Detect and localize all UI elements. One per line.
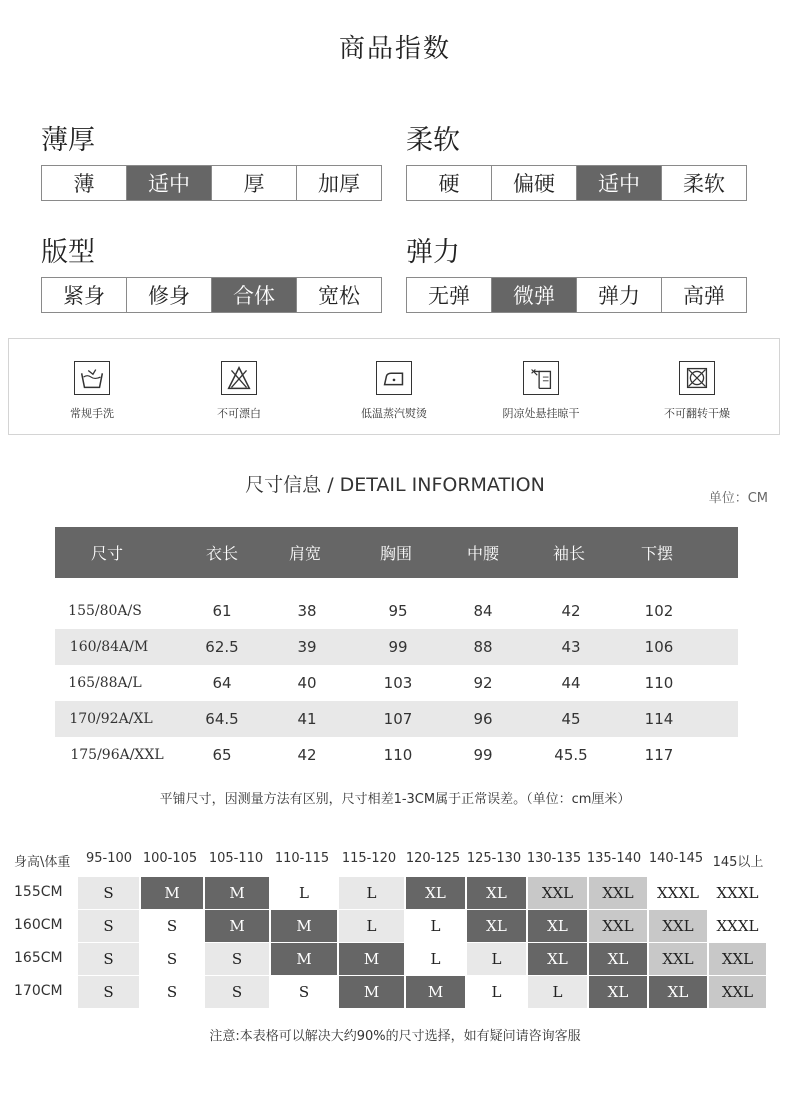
size-cell: M (339, 976, 404, 1008)
header-cell: 下摆 (640, 544, 674, 563)
table-cell: 165/88A/L (68, 675, 142, 691)
scale-option: 厚 (211, 166, 296, 200)
table-cell: 102 (644, 602, 674, 620)
weight-header: 145以上 (712, 855, 764, 870)
size-cell: XL (649, 976, 707, 1008)
size-cell: XXL (709, 943, 766, 975)
size-cell: M (406, 976, 465, 1008)
table-cell: 41 (297, 710, 317, 728)
table-cell: 117 (644, 746, 674, 764)
table-cell: 96 (473, 710, 493, 728)
care-instructions (8, 338, 780, 435)
scale-elasticity (406, 277, 747, 313)
height-label: 165CM (14, 950, 63, 966)
scale-option-selected: 微弹 (491, 278, 576, 312)
size-cell: XL (467, 877, 526, 909)
size-cell: XXL (649, 910, 707, 942)
table-cell: 42 (297, 746, 317, 764)
table-cell: 99 (388, 638, 408, 656)
table-cell: 65 (212, 746, 232, 764)
care-item (637, 361, 757, 421)
size-cell: S (205, 976, 269, 1008)
size-cell: XL (528, 910, 587, 942)
size-cell: M (339, 943, 404, 975)
weight-header: 115-120 (341, 851, 397, 866)
weight-header: 110-115 (274, 851, 330, 866)
header-cell: 胸围 (379, 544, 413, 563)
weight-header: 120-125 (405, 851, 461, 866)
table-cell: 110 (644, 674, 674, 692)
care-label: 不可翻转干燥 (664, 407, 730, 420)
table-cell: 110 (383, 746, 413, 764)
scale-thickness (41, 165, 382, 201)
scale-fit (41, 277, 382, 313)
table-cell: 42 (561, 602, 581, 620)
height-label: 160CM (14, 917, 63, 933)
hw-corner-label: 身高\体重 (14, 855, 71, 870)
table-cell: 64.5 (205, 710, 239, 728)
scale-option-selected: 合体 (211, 278, 296, 312)
table-cell: 106 (644, 638, 674, 656)
size-cell: S (78, 877, 139, 909)
scale-option: 弹力 (576, 278, 661, 312)
table-cell: 64 (212, 674, 232, 692)
table-cell: 45 (561, 710, 581, 728)
weight-header: 135-140 (586, 851, 642, 866)
index-thickness (41, 118, 382, 201)
header-cell: 袖长 (552, 544, 586, 563)
index-title: 版型 (41, 237, 95, 268)
table-row (55, 665, 738, 701)
no-bleach-icon (221, 361, 257, 395)
size-cell: XL (467, 910, 526, 942)
table-cell: 95 (388, 602, 408, 620)
table-cell: 44 (561, 674, 581, 692)
table-cell: 61 (212, 602, 232, 620)
scale-option-selected: 适中 (576, 166, 661, 200)
hand-wash-icon (74, 361, 110, 395)
table-cell: 43 (561, 638, 581, 656)
weight-header: 100-105 (142, 851, 198, 866)
care-label: 低温蒸汽熨烫 (361, 407, 427, 420)
size-cell: M (141, 877, 203, 909)
weight-header: 130-135 (526, 851, 582, 866)
care-item (334, 361, 454, 421)
header-cell: 尺寸 (90, 544, 124, 563)
size-table-header (55, 527, 738, 578)
scale-option: 高弹 (661, 278, 746, 312)
scale-option: 柔软 (661, 166, 746, 200)
table-cell: 175/96A/XXL (70, 747, 164, 763)
detail-title: 尺寸信息 / DETAIL INFORMATION (245, 474, 545, 496)
size-cell: L (467, 976, 526, 1008)
size-cell: S (141, 976, 203, 1008)
size-cell: XXL (649, 943, 707, 975)
size-cell: XL (528, 943, 587, 975)
size-cell: M (205, 877, 269, 909)
table-cell: 103 (383, 674, 413, 692)
size-advice-note: 注意:本表格可以解决大约90%的尺寸选择，如有疑问请咨询客服 (209, 1029, 581, 1044)
size-cell: L (339, 877, 404, 909)
size-cell: M (271, 943, 337, 975)
height-label: 155CM (14, 884, 63, 900)
index-softness (406, 118, 747, 201)
size-cell: L (467, 943, 526, 975)
table-cell: 107 (383, 710, 413, 728)
header-cell: 衣长 (205, 544, 239, 563)
no-tumble-dry-icon (679, 361, 715, 395)
scale-option: 硬 (438, 172, 460, 196)
unit-label: 单位：CM (708, 491, 768, 506)
size-cell: XXXL (649, 877, 707, 909)
table-cell: 38 (297, 602, 317, 620)
care-label: 常规手洗 (70, 407, 114, 420)
table-row (55, 701, 738, 737)
scale-option-selected: 适中 (126, 166, 211, 200)
size-cell: S (141, 943, 203, 975)
size-cell: S (78, 910, 139, 942)
size-cell: XXXL (709, 910, 766, 942)
table-cell: 170/92A/XL (69, 711, 153, 727)
size-cell: XXL (589, 910, 647, 942)
table-cell: 84 (473, 602, 493, 620)
size-cell: M (205, 910, 269, 942)
height-label: 170CM (14, 983, 63, 999)
table-cell: 160/84A/M (69, 639, 149, 655)
weight-header: 95-100 (85, 851, 133, 866)
measurement-note: 平铺尺寸，因测量方法有区别，尺寸相差1-3CM属于正常误差。（单位：cm厘米） (159, 792, 631, 807)
table-cell: 39 (297, 638, 317, 656)
size-cell: S (141, 910, 203, 942)
size-cell: S (78, 943, 139, 975)
table-cell: 62.5 (205, 638, 239, 656)
table-cell: 114 (644, 710, 674, 728)
size-cell: XXL (709, 976, 766, 1008)
size-cell: XL (406, 877, 465, 909)
care-item (179, 361, 299, 421)
size-cell: XL (589, 976, 647, 1008)
table-cell: 88 (473, 638, 493, 656)
size-cell: XXL (528, 877, 587, 909)
index-title: 薄厚 (41, 125, 95, 156)
page-title: 商品指数 (338, 34, 451, 64)
size-cell: L (406, 910, 465, 942)
index-title: 柔软 (406, 125, 460, 156)
weight-header: 105-110 (208, 851, 264, 866)
size-cell: S (271, 976, 337, 1008)
index-elasticity (406, 230, 747, 313)
table-cell: 45.5 (554, 746, 588, 764)
scale-option: 修身 (126, 278, 211, 312)
scale-option: 加厚 (296, 166, 381, 200)
header-cell: 肩宽 (288, 544, 322, 563)
size-cell: L (271, 877, 337, 909)
size-cell: XXXL (709, 877, 766, 909)
scale-option: 宽松 (296, 278, 381, 312)
index-title: 弹力 (406, 237, 460, 268)
scale-option: 无弹 (428, 284, 470, 308)
care-label: 不可漂白 (217, 407, 261, 420)
scale-option: 薄 (73, 172, 95, 196)
size-cell: M (271, 910, 337, 942)
scale-option: 紧身 (63, 284, 105, 308)
scale-option: 偏硬 (491, 166, 576, 200)
scale-softness (406, 165, 747, 201)
line-dry-shade-icon (523, 361, 559, 395)
care-item (481, 361, 601, 421)
size-cell: XL (589, 943, 647, 975)
table-cell: 40 (297, 674, 317, 692)
low-iron-icon (376, 361, 412, 395)
header-cell: 中腰 (466, 544, 500, 563)
weight-header: 125-130 (466, 851, 522, 866)
table-row (55, 593, 738, 629)
table-cell: 92 (473, 674, 493, 692)
care-item (32, 361, 152, 421)
index-fit (41, 230, 382, 313)
weight-header: 140-145 (648, 851, 704, 866)
table-cell: 99 (473, 746, 493, 764)
size-cell: XXL (589, 877, 647, 909)
size-cell: S (78, 976, 139, 1008)
table-row (55, 629, 738, 665)
size-table (55, 527, 738, 773)
table-row (55, 737, 738, 773)
table-cell: 155/80A/S (68, 603, 142, 619)
size-cell: S (205, 943, 269, 975)
size-cell: L (339, 910, 404, 942)
size-cell: L (528, 976, 587, 1008)
care-label: 阴凉处悬挂晾干 (502, 407, 580, 420)
size-cell: L (406, 943, 465, 975)
